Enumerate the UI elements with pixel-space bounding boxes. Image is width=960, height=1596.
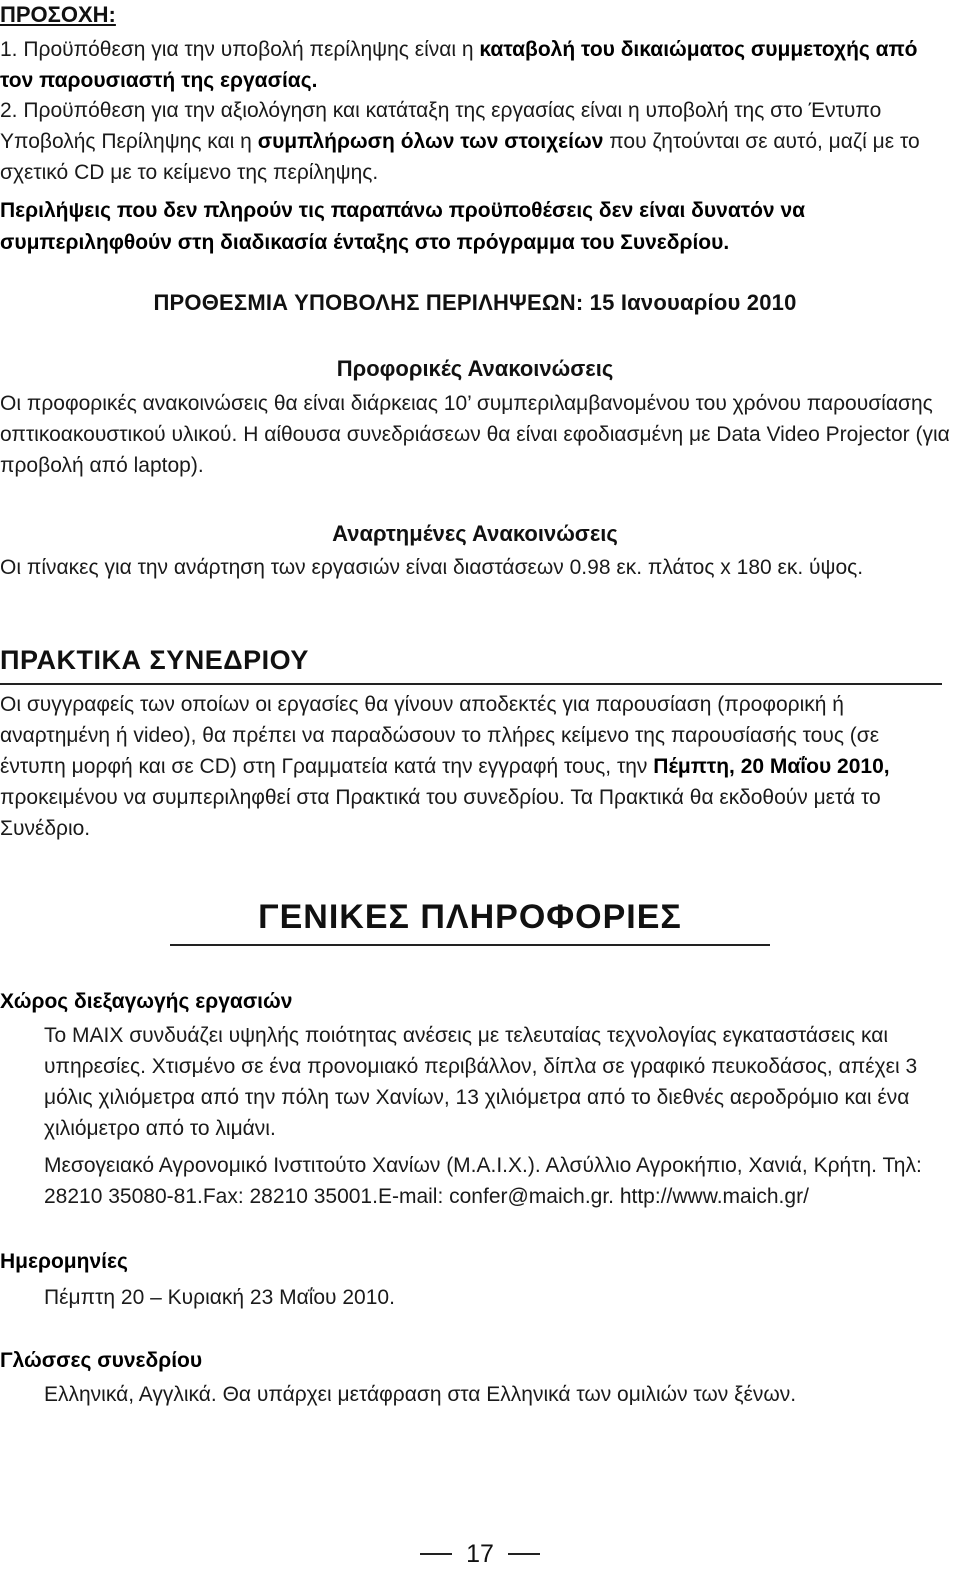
attention-heading: ΠΡΟΣΟΧΗ: bbox=[0, 2, 116, 27]
page-number-dash-right bbox=[508, 1553, 540, 1555]
warning-text: Περιλήψεις που δεν πληρούν τις παραπάνω προϋποθέσεις δεν είναι δυνατόν να συμπεριληφθούν στη διαδικασία ένταξης στο πρόγραμμα του Συνεδρίου. bbox=[0, 199, 806, 254]
languages-text: Ελληνικά, Αγγλικά. Θα υπάρχει μετάφραση στα Ελληνικά των ομιλιών των ξένων. bbox=[44, 1383, 797, 1406]
condition-2-text: 2. Προϋπόθεση για την αξιολόγηση και κατάταξη της εργασίας είναι η υποβολή της στο Έντυπο Υποβολής Περίληψης και η bbox=[0, 99, 882, 153]
condition-1-text: 1. Προϋπόθεση για την υποβολή περίληψης είναι η bbox=[0, 38, 480, 61]
proceedings-text-tail: προκειμένου να συμπεριληφθεί στα Πρακτικά του συνεδρίου. Τα Πρακτικά θα εκδοθούν μετά το Συνέδριο. bbox=[0, 786, 881, 840]
general-info-rule bbox=[170, 944, 770, 946]
proceedings-text bbox=[0, 689, 950, 844]
venue-text: Το ΜΑΙΧ συνδυάζει υψηλής ποιότητας ανέσεις με τελευταίας τεχνολογίας εγκαταστάσεις και υπηρεσίες. Χτισμένο σε ένα προνομιακό περιβάλλον, δίπλα σε γραφικό πευκοδάσος, απέχει 3 μόλις χιλιόμετρα από την πόλη των Χανίων, 13 χιλιόμετρα από το διεθνές αεροδρόμιο και ένα χιλιόμετρο από το λιμάνι. bbox=[44, 1024, 918, 1140]
condition-2-bold: συμπλήρωση όλων των στοιχείων bbox=[257, 130, 604, 153]
condition-1 bbox=[0, 34, 950, 96]
condition-2-tail: που ζητούνται σε αυτό, μαζί με το σχετικό CD με το κείμενο της περίληψης. bbox=[0, 130, 920, 184]
abstract-deadline: ΠΡΟΘΕΣΜΙΑ ΥΠΟΒΟΛΗΣ ΠΕΡΙΛΗΨΕΩΝ: 15 Ιανουαρίου 2010 bbox=[153, 290, 797, 315]
oral-presentations-heading: Προφορικές Ανακοινώσεις bbox=[336, 356, 614, 381]
page-number bbox=[420, 1537, 540, 1571]
proceedings-rule bbox=[0, 683, 942, 685]
proceedings-date: Πέμπτη, 20 Μαΐου 2010, bbox=[653, 755, 890, 778]
page-number-value: 17 bbox=[466, 1539, 494, 1568]
dates-text: Πέμπτη 20 – Κυριακή 23 Μαΐου 2010. bbox=[44, 1286, 395, 1309]
languages-heading: Γλώσσες συνεδρίου bbox=[0, 1349, 203, 1372]
proceedings-text-lead: Οι συγγραφείς των οποίων οι εργασίες θα γίνουν αποδεκτές για παρουσίαση (προφορική ή αναρτημένη ή video), θα πρέπει να παραδώσουν το πλήρες κείμενο της παρουσίασής τους (σε έντυπη μορφή και σε CD) στη Γραμματεία κατά την εγγραφή τους, την bbox=[0, 693, 880, 778]
posters-heading: Αναρτημένες Ανακοινώσεις bbox=[332, 521, 618, 546]
oral-presentations-text: Οι προφορικές ανακοινώσεις θα είναι διάρκειας 10’ συμπεριλαμβανομένου του χρόνου παρουσίασης οπτικοακουστικού υλικού. Η αίθουσα συνεδριάσεων θα είναι εφοδιασμένη με Data Video Projector (για προβολή από laptop). bbox=[0, 392, 950, 477]
venue-heading: Χώρος διεξαγωγής εργασιών bbox=[0, 990, 293, 1013]
dates-heading: Ημερομηνίες bbox=[0, 1250, 128, 1273]
condition-2 bbox=[0, 95, 950, 188]
proceedings-heading: ΠΡΑΚΤΙΚΑ ΣΥΝΕΔΡΙΟΥ bbox=[0, 645, 309, 675]
posters-text: Οι πίνακες για την ανάρτηση των εργασιών είναι διαστάσεων 0.98 εκ. πλάτος x 180 εκ. ύψος. bbox=[0, 556, 864, 579]
general-info-heading: ΓΕΝΙΚΕΣ ΠΛΗΡΟΦΟΡΙΕΣ bbox=[258, 898, 682, 936]
page-number-dash-left bbox=[420, 1553, 452, 1555]
venue-address: Μεσογειακό Αγρονομικό Ινστιτούτο Χανίων (Μ.Α.Ι.Χ.). Αλσύλλιο Αγροκήπιο, Χανιά, Κρήτη. Τηλ: 28210 35080-81.Fax: 28210 35001.E-mail: confer@maich.gr. http://www.maich.gr/ bbox=[44, 1154, 922, 1208]
condition-1-bold: καταβολή του δικαιώματος συμμετοχής από τον παρουσιαστή της εργασίας. bbox=[0, 38, 918, 92]
